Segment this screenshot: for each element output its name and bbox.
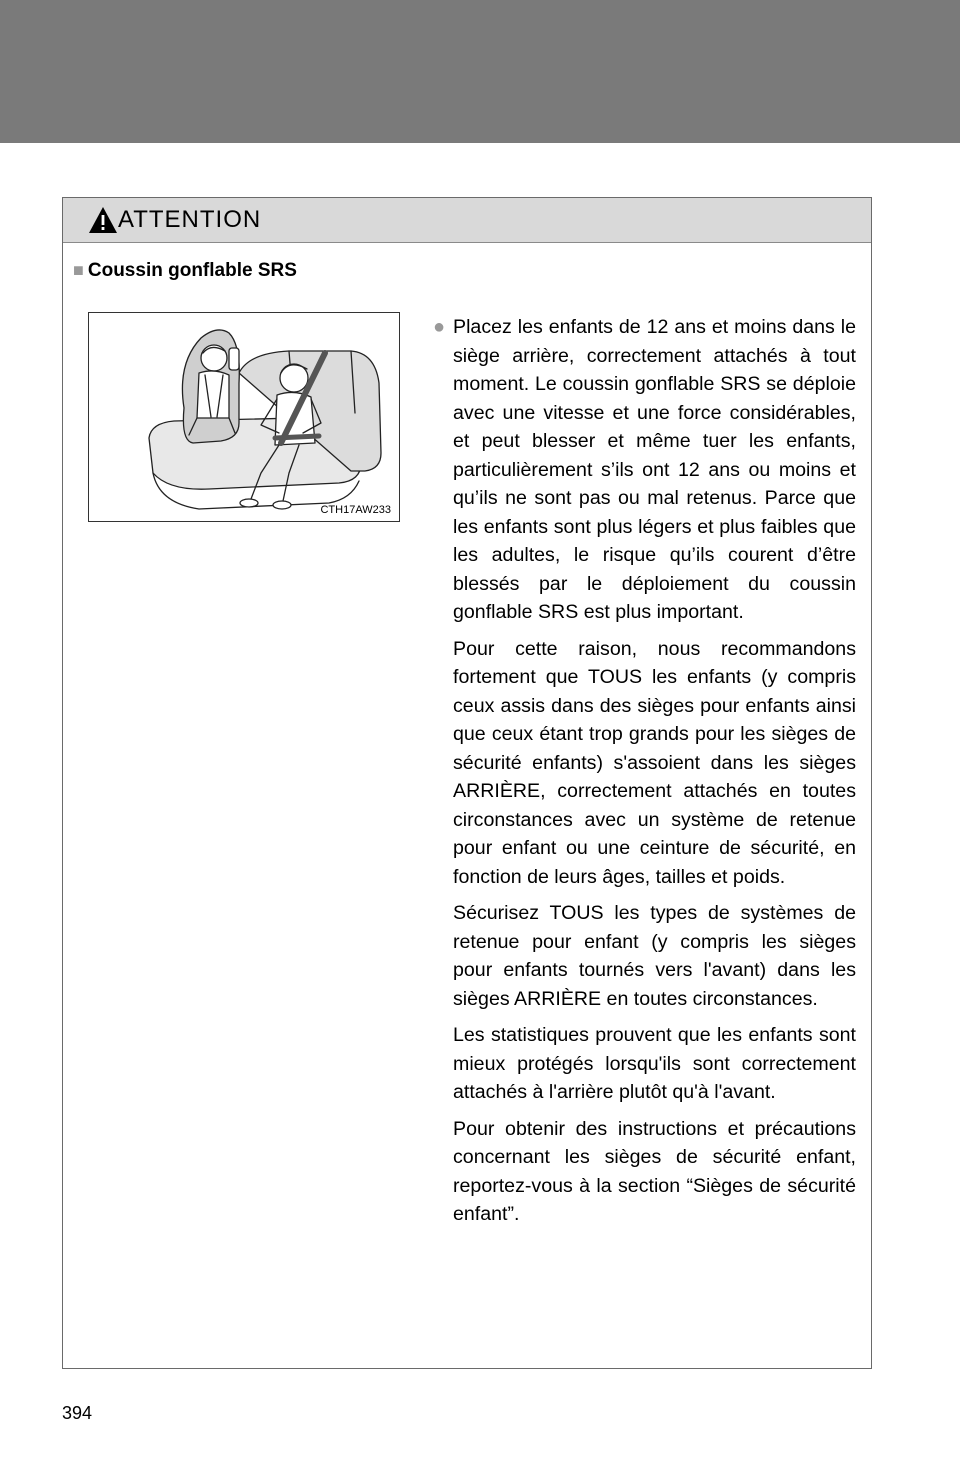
section-heading bbox=[73, 258, 297, 283]
section-marker: ■ bbox=[73, 260, 84, 280]
page-number: 394 bbox=[62, 1403, 93, 1423]
paragraph: Pour obtenir des instructions et précautions concernant les sièges de sécurité enfant, reportez-vous à la section “Sièges de sécurité enfant”. bbox=[453, 1117, 856, 1225]
header-band bbox=[0, 0, 960, 143]
attention-header bbox=[63, 198, 871, 243]
bullet-marker: ● bbox=[433, 316, 446, 338]
section-heading-text: Coussin gonflable SRS bbox=[87, 260, 297, 281]
attention-box bbox=[62, 197, 872, 1369]
paragraph: Placez les enfants de 12 ans et moins dans le siège arrière, correctement attachés à tout moment. Le coussin gonflable SRS se déploie avec une vitesse et une force considérables, et peut blesser et même tuer les enfants, particulièrement s’ils ont 12 ans ou moins et qu’ils ne sont pas ou mal retenus. Parce que les enfants sont plus légers et plus faibles que les adultes, le risque qu’ils courent d’être blessés par le déploiement du coussin gonflable SRS est plus important. bbox=[453, 316, 856, 623]
figure-code: CTH17AW233 bbox=[320, 504, 391, 516]
paragraph: Les statistiques prouvent que les enfants sont mieux protégés lorsqu'ils sont correctement attachés à l'arrière plutôt qu'à l'avant. bbox=[453, 1024, 856, 1103]
paragraph: Sécurisez TOUS les types de systèmes de retenue pour enfant (y compris les sièges pour enfants tournés vers l'avant) dans les sièges ARRIÈRE en toutes circonstances. bbox=[453, 902, 856, 1010]
attention-title: ATTENTION bbox=[118, 206, 262, 233]
child-seat-illustration bbox=[88, 312, 400, 522]
warning-triangle-icon bbox=[87, 205, 119, 235]
children-in-rear-seat-illustration bbox=[89, 313, 399, 521]
warning-text bbox=[453, 313, 856, 1237]
paragraph: Pour cette raison, nous recommandons fortement que TOUS les enfants (y compris ceux assis dans des sièges pour enfants ainsi que ceux étant trop grands pour les sièges de sécurité enfants) s'assoient dans les sièges ARRIÈRE, correctement attachés en toutes circonstances avec un système de retenue pour enfant ou une ceinture de sécurité, en fonction de leurs âges, tailles et poids. bbox=[453, 637, 856, 888]
